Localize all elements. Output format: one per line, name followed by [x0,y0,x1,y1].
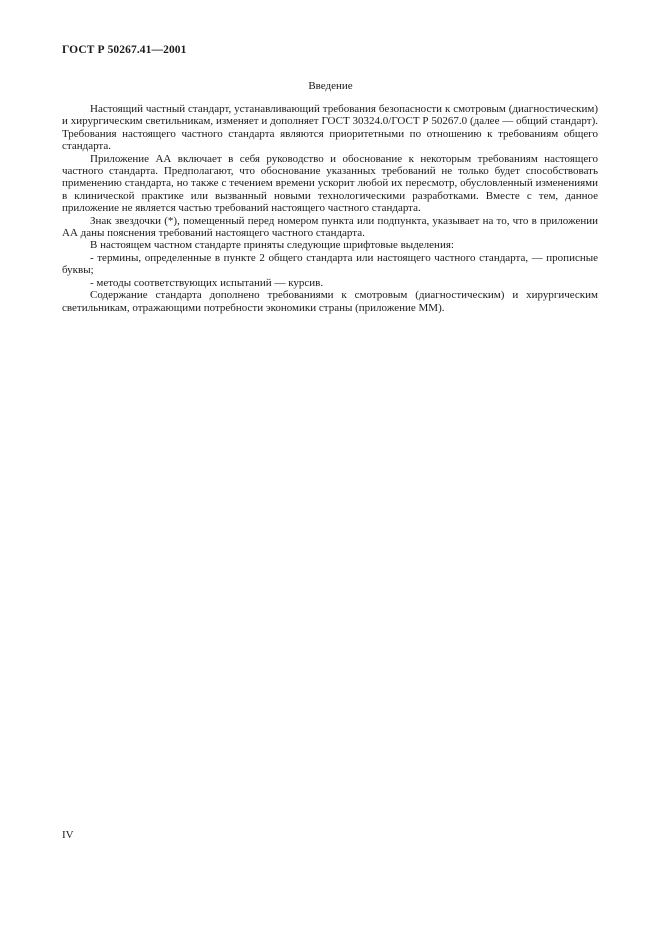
paragraph-2: Приложение АА включает в себя руководство и обоснование к некоторым требованиям настоящего частного стандарта. Предполагают, что обоснование указанных требований не только будет способствовать применению стандарта, но также с течением времени ускорит любой их пересмотр, обусловленный изменениями в клинической практике или вызванный новыми технологическими разработками. Вместе с тем, данное приложение не является частью требований настоящего частного стандарта. [62,152,598,215]
paragraph-1: Настоящий частный стандарт, устанавливающий требования безопасности к смотровым (диагностическим) и хирургическим светильникам, изменяет и дополняет ГОСТ 30324.0/ГОСТ Р 50267.0 (далее — общий стандарт). Требования настоящего частного стандарта являются приоритетными по отношению к требованиям общего стандарта. [62,103,598,153]
paragraph-4: В настоящем частном стандарте приняты следующие шрифтовые выделения: [90,239,454,252]
section-title: Введение [308,80,353,92]
document-code: ГОСТ Р 50267.41—2001 [62,44,187,56]
paragraph-3: Знак звездочки (*), помещенный перед номером пункта или подпункта, указывает на то, что в приложении АА даны пояснения требований настоящего частного стандарта. [62,214,598,240]
page-number: IV [62,829,74,841]
paragraph-5: Содержание стандарта дополнено требованиями к смотровым (диагностическим) и хирургическим светильникам, отражающими потребности экономики страны (приложение ММ). [62,289,598,314]
list-item-terms: - термины, определенные в пункте 2 общего стандарта или настоящего частного стандарта, — прописные буквы; [62,251,598,277]
list-item-methods: - методы соответствующих испытаний — курсив. [90,276,324,289]
document-body [62,103,598,314]
